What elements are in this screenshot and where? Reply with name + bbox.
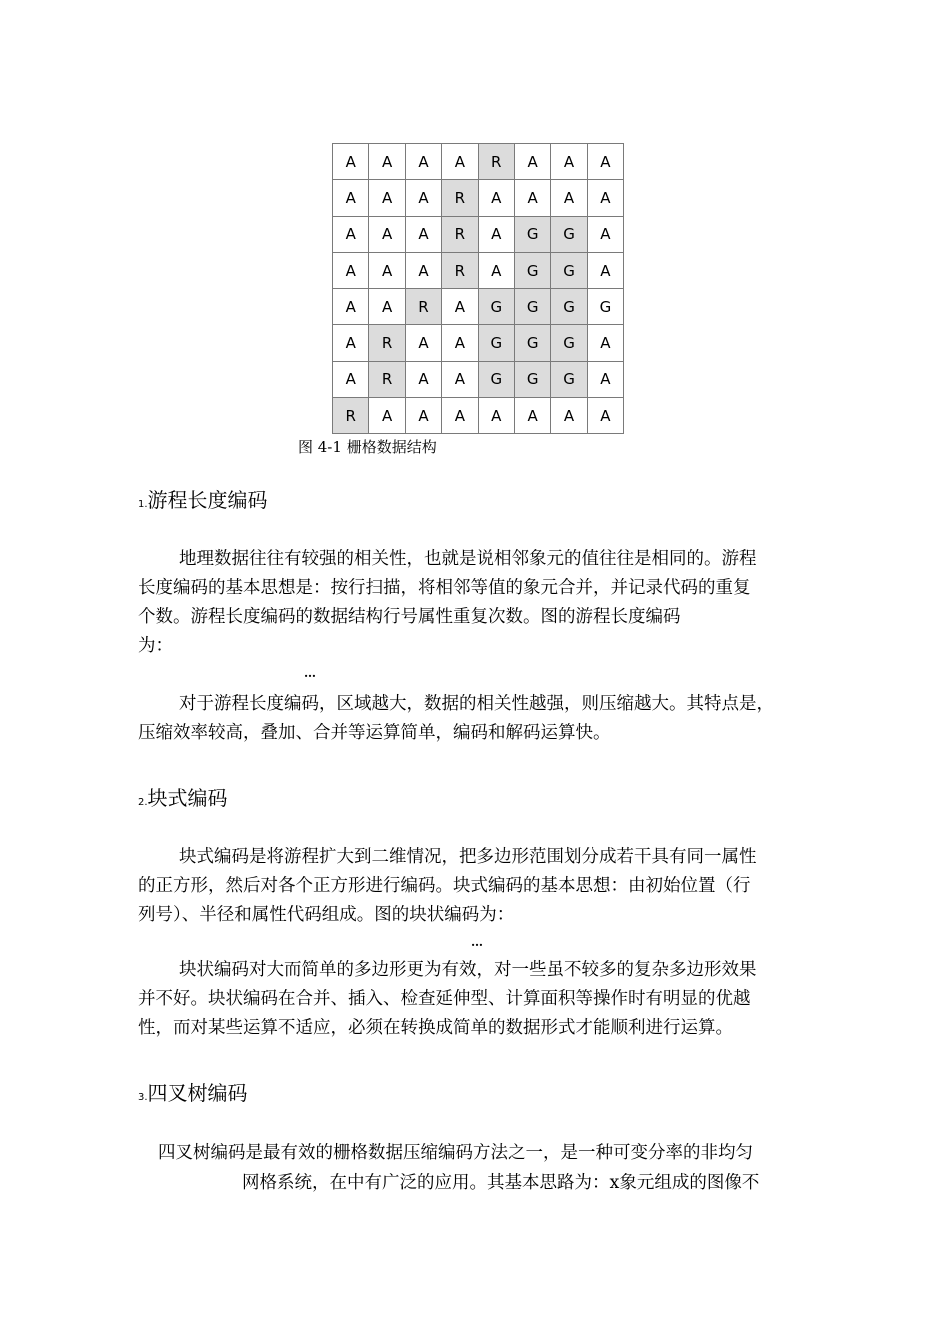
grid-cell: R (442, 252, 478, 288)
grid-cell: A (333, 144, 369, 180)
grid-cell: A (369, 144, 405, 180)
text-line: 并不好。块状编码在合并、插入、检查延伸型、计算面积等操作时有明显的优越 (138, 989, 751, 1009)
grid-row (333, 398, 624, 434)
grid-cell: R (442, 216, 478, 252)
grid-cell: G (551, 325, 587, 361)
text-line: 网格系统，在中有广泛的应用。其基本思路为：x象元组成的图像不 (242, 1173, 760, 1193)
grid-cell: A (369, 216, 405, 252)
grid-cell: A (514, 144, 550, 180)
grid-cell: A (405, 252, 441, 288)
grid-cell: G (551, 361, 587, 397)
grid-cell: A (478, 180, 514, 216)
grid-cell: R (369, 361, 405, 397)
grid-cell: R (369, 325, 405, 361)
grid-cell: A (478, 252, 514, 288)
section-1-paragraph-1 (138, 545, 757, 661)
grid-cell: A (405, 216, 441, 252)
grid-cell: A (333, 252, 369, 288)
text-line: 地理数据往往有较强的相关性，也就是说相邻象元的值往往是相同的。游程 (179, 549, 757, 569)
grid-cell: G (551, 252, 587, 288)
grid-cell: G (587, 289, 623, 325)
section-title: 游程长度编码 (147, 488, 268, 512)
text-line: 长度编码的基本思想是：按行扫描，将相邻等值的象元合并，并记录代码的重复 (138, 578, 751, 598)
grid-cell: A (514, 398, 550, 434)
text-line: 列号）、半径和属性代码组成。图的块状编码为： (138, 905, 515, 925)
grid-cell: A (478, 216, 514, 252)
grid-cell: A (369, 398, 405, 434)
text-line: 压缩效率较高，叠加、合并等运算简单，编码和解码运算快。 (138, 723, 611, 743)
grid-cell: R (478, 144, 514, 180)
grid-cell: A (442, 361, 478, 397)
ellipsis: … (304, 666, 316, 680)
text-line: 对于游程长度编码，区域越大，数据的相关性越强，则压缩越大。其特点是， (179, 694, 774, 714)
text-line: 为： (138, 636, 173, 656)
grid-cell: A (369, 289, 405, 325)
grid-cell: A (587, 144, 623, 180)
grid-cell: A (405, 325, 441, 361)
section-title: 块式编码 (147, 786, 228, 810)
grid-cell: A (333, 325, 369, 361)
section-number: 3. (138, 1092, 148, 1103)
grid-cell: A (587, 180, 623, 216)
text-line: 块状编码对大而简单的多边形更为有效，对一些虽不较多的复杂多边形效果 (179, 960, 757, 980)
section-2-paragraph-2 (138, 956, 757, 1043)
grid-cell: G (514, 289, 550, 325)
text-line: 四叉树编码是最有效的栅格数据压缩编码方法之一，是一种可变分率的非均匀 (158, 1143, 753, 1163)
grid-cell: R (333, 398, 369, 434)
text-line: 个数。游程长度编码的数据结构行号属性重复次数。图的游程长度编码 (138, 607, 681, 627)
grid-cell: A (587, 398, 623, 434)
grid-cell: A (587, 325, 623, 361)
text-line: 的正方形，然后对各个正方形进行编码。块式编码的基本思想：由初始位置（行 (138, 876, 751, 896)
grid-cell: A (478, 398, 514, 434)
grid-cell: A (405, 361, 441, 397)
raster-grid-table (332, 143, 624, 434)
grid-cell: A (551, 180, 587, 216)
grid-cell: A (442, 325, 478, 361)
grid-cell: R (405, 289, 441, 325)
grid-cell: A (333, 180, 369, 216)
text-line: 性，而对某些运算不适应，必须在转换成简单的数据形式才能顺利进行运算。 (138, 1018, 733, 1038)
section-title: 四叉树编码 (147, 1081, 248, 1105)
grid-row (333, 180, 624, 216)
section-1-paragraph-2 (138, 690, 774, 748)
grid-row (333, 252, 624, 288)
grid-cell: A (405, 180, 441, 216)
section-number: 2. (138, 797, 148, 808)
section-1-heading (138, 484, 268, 513)
grid-cell: G (551, 216, 587, 252)
grid-cell: A (333, 216, 369, 252)
grid-cell: A (369, 252, 405, 288)
grid-cell: G (514, 361, 550, 397)
grid-cell: R (442, 180, 478, 216)
section-3-paragraph-1 (158, 1138, 759, 1198)
grid-cell: A (405, 144, 441, 180)
grid-cell: A (551, 398, 587, 434)
grid-cell: G (478, 361, 514, 397)
grid-row (333, 216, 624, 252)
grid-row (333, 289, 624, 325)
grid-cell: A (333, 361, 369, 397)
grid-cell: G (478, 289, 514, 325)
grid-cell: A (551, 144, 587, 180)
grid-cell: A (587, 252, 623, 288)
grid-cell: A (587, 361, 623, 397)
grid-cell: G (551, 289, 587, 325)
grid-cell: A (514, 180, 550, 216)
grid-cell: A (405, 398, 441, 434)
figure-caption: 图 4-1 栅格数据结构 (298, 438, 437, 456)
grid-cell: A (442, 398, 478, 434)
section-2-paragraph-1 (138, 843, 757, 930)
grid-cell: G (514, 252, 550, 288)
section-number: 1. (138, 499, 148, 510)
grid-row (333, 325, 624, 361)
section-3-heading (138, 1077, 248, 1106)
grid-cell: G (514, 216, 550, 252)
ellipsis: … (471, 935, 483, 949)
section-2-heading (138, 782, 228, 811)
grid-cell: G (478, 325, 514, 361)
text-line: 块式编码是将游程扩大到二维情况，把多边形范围划分成若干具有同一属性 (179, 847, 757, 867)
grid-row (333, 144, 624, 180)
grid-cell: A (442, 289, 478, 325)
grid-cell: A (333, 289, 369, 325)
grid-cell: G (514, 325, 550, 361)
grid-cell: A (442, 144, 478, 180)
grid-cell: A (587, 216, 623, 252)
grid-cell: A (369, 180, 405, 216)
grid-row (333, 361, 624, 397)
